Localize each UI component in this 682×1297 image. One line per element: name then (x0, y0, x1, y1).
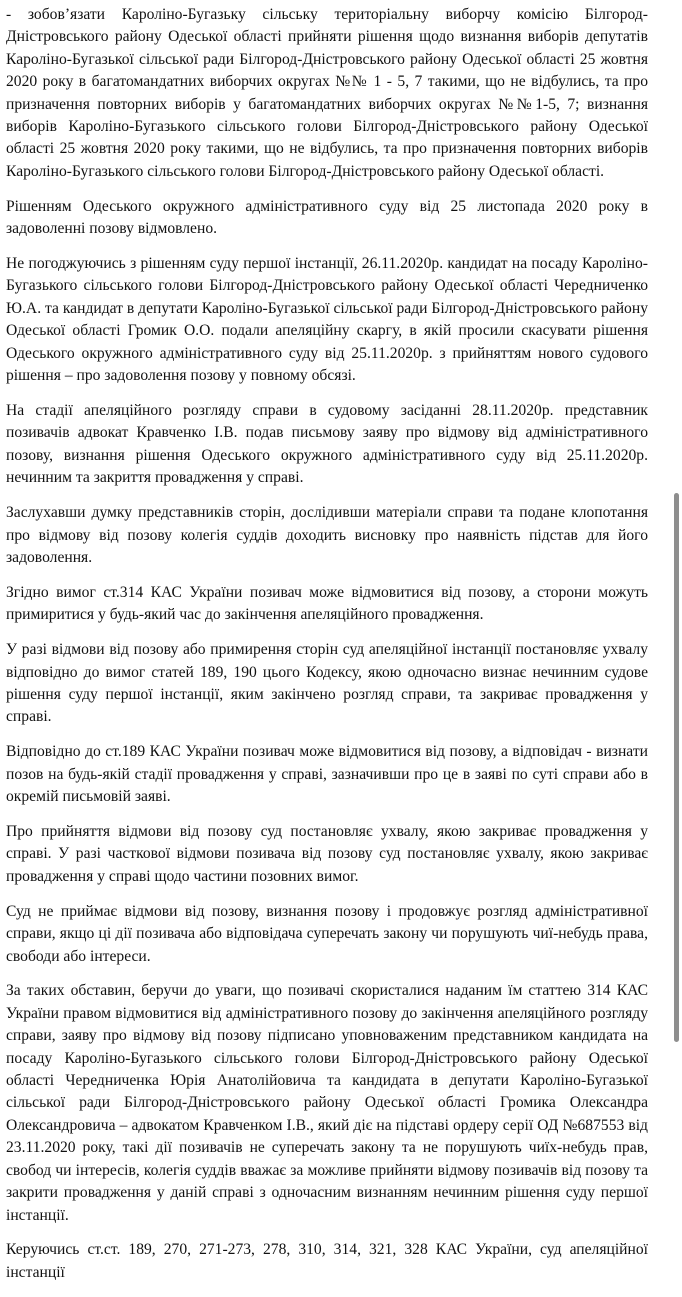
paragraph-appeal: Не погоджуючись з рішенням суду першої інстанції, 26.11.2020р. кандидат на посаду Кароліно-Бугазького сільського голови Білгород-Дністровського району Одеської області Чередниченко Ю.А. та кандидат в депутати Кароліно-Бугазької сільської ради Білгород-Дністровського району Одеської області Громик О.О. подали апеляційну скаргу, в якій просили скасувати рішення Одеського окружного адміністративного суду від 25.11.2020р. з прийняттям нового судового рішення – про задоволення позову у повному обсязі. (6, 255, 648, 385)
paragraph-closing-proceedings: Про прийняття відмови від позову суд постановляє ухвалу, якою закриває провадження у справі. У разі часткової відмови позивача від позову суд постановляє ухвалу, якою закриває провадження у справі щодо частини позовних вимог. (6, 823, 648, 885)
paragraph-waiver-statement: На стадії апеляційного розгляду справи в судовому засіданні 28.11.2020р. представник позивачів адвокат Кравченко І.В. подав письмову заяву про відмову від адміністративного позову, визнання рішення Одеського окружного адміністративного суду від 25.11.2020р. нечинним та закриття провадження у справі. (6, 402, 648, 487)
paragraph-guided-by: Керуючись ст.ст. 189, 270, 271-273, 278, 310, 314, 321, 328 КАС України, суд апеляційної інстанції (6, 1241, 648, 1281)
scrollbar[interactable] (670, 0, 682, 1280)
document-body (6, 4, 648, 1297)
paragraph-appeal-waiver-rule: У разі відмови від позову або примирення сторін суд апеляційної інстанції постановляє ухвалу відповідно до вимог статей 189, 190 цього Кодексу, якою одночасно визнає нечинним судове рішення суду першої інстанції, яким закінчено розгляд справи, та закриває провадження у справі. (6, 641, 648, 726)
paragraph-court-conclusion: Заслухавши думку представників сторін, дослідивши матеріали справи та подане клопотання про відмову від позову колегія суддів доходить висновку про наявність підстав для його задоволення. (6, 504, 648, 566)
scrollbar-thumb[interactable] (674, 493, 679, 1042)
paragraph-court-refusal: Суд не приймає відмови від позову, визнання позову і продовжує розгляд адміністративної справи, якщо ці дії позивача або відповідача суперечать закону чи порушують чиї-небудь права, свободи або інтереси. (6, 902, 648, 965)
paragraph-article-189: Відповідно до ст.189 КАС України позивач може відмовитися від позову, а відповідач - визнати позов на будь-якій стадії провадження у справі, зазначивши про це в заяві по суті справи або в окремій письмовій заяві. (6, 743, 648, 806)
paragraph-claim-obligation: - зобов’язати Кароліно-Бугазьку сільську територіальну виборчу комісію Білгород-Дністровського району Одеської області прийняти рішення щодо визнання виборів депутатів Кароліно-Бугазької сільської ради Білгород-Дністровського району Одеської області 25 жовтня 2020 року в багатомандатних виборчих округах №№ 1 - 5, 7 такими, що не відбулись, та про призначення повторних виборів у багатомандатних виборчих округах №№1-5, 7; визнання виборів Кароліно-Бугазького сільського голови Білгород-Дністровського району Одеської області 25 жовтня 2020 року такими, що не відбулись, та про призначення повторних виборів Кароліно-Бугазького сільського голови Білгород-Дністровського району Одеської області. (6, 6, 648, 180)
paragraph-first-instance-decision: Рішенням Одеського окружного адміністративного суду від 25 листопада 2020 року в задоволенні позову відмовлено. (6, 197, 648, 238)
paragraph-article-314: Згідно вимог ст.314 КАС України позивач може відмовитися від позову, а сторони можуть примиритися у будь-який час до закінчення апеляційного провадження. (6, 583, 648, 624)
paragraph-circumstances: За таких обставин, беручи до уваги, що позивачі скористалися наданим їм статтею 314 КАС України правом відмовитися від адміністративного позову до закінчення апеляційного розгляду справи, заяву про відмову від позову підписано уповноваженим представником кандидата на посаду Кароліно-Бугазького сільського голови Білгород-Дністровського району Одеської області Чередниченка Юрія Анатолійовича та кандидата в депутати Кароліно-Бугазької сільської ради Білгород-Дністровського району Одеської області Громика Олександра Олександровича – адвокатом Кравченком І.В., який діє на підставі ордеру серії ОД №687553 від 23.11.2020 року, такі дії позивачів не суперечать закону та не порушують чиїх-небудь прав, свобод чи інтересів, колегія суддів вважає за можливе прийняти відмову позивачів від позову та закрити провадження у даній справі з одночасним визнанням нечинним рішення суду першої інстанції. (6, 982, 648, 1224)
